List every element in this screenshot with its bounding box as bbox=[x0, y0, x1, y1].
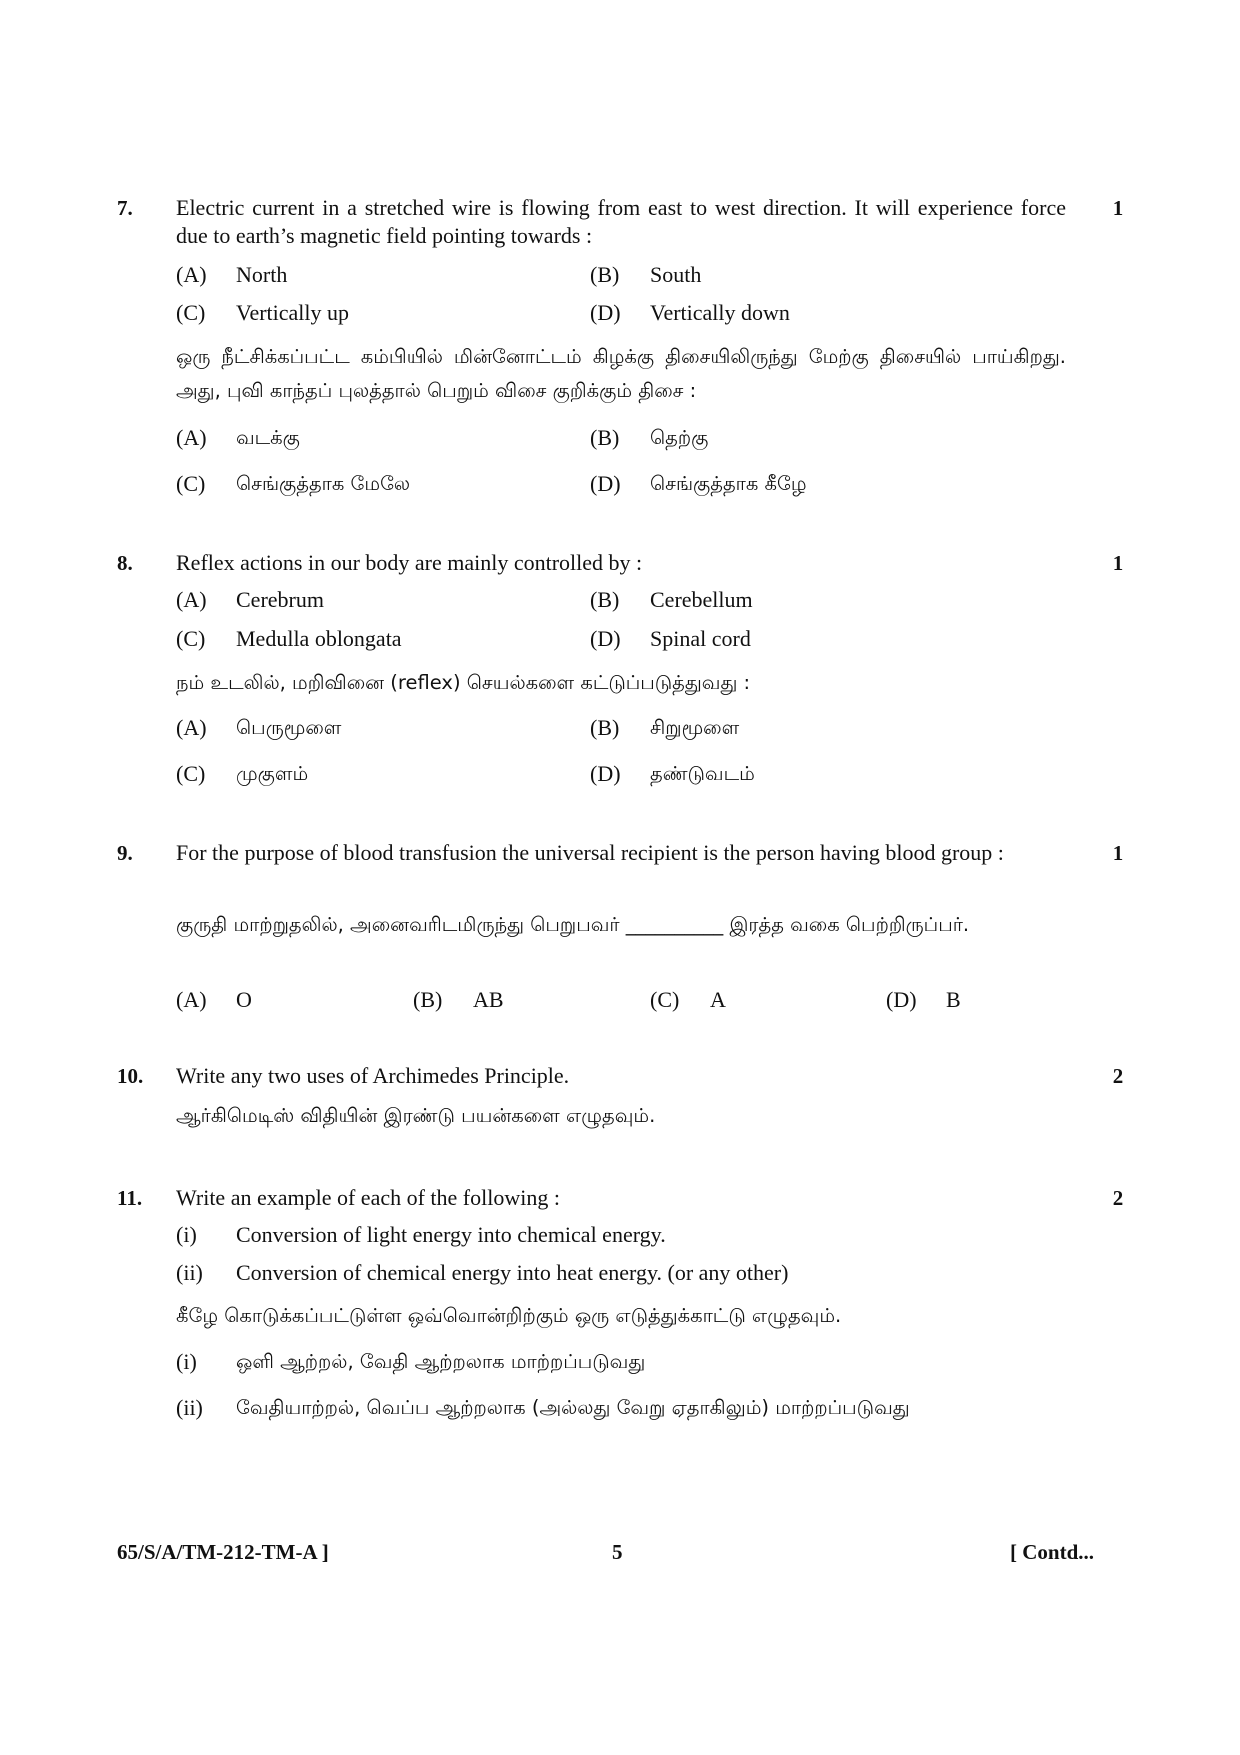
question-number: 8. bbox=[117, 551, 133, 575]
question-text-english: Electric current in a stretched wire is flowing from east to west direction. It will experience force due to earth’s magnetic field pointing towards : bbox=[176, 195, 1066, 248]
option-text: North bbox=[236, 262, 288, 287]
option-label: (A) bbox=[176, 987, 207, 1012]
paper-code: 65/S/A/TM-212-TM-A ] bbox=[117, 1540, 329, 1564]
question-text-english: Write an example of each of the following : bbox=[176, 1185, 560, 1210]
question-text-tamil: கீழே கொடுக்கப்பட்டுள்ள ஒவ்வொன்றிற்கும் ஒரு எடுத்துக்காட்டு எழுதவும். bbox=[176, 1304, 842, 1327]
question-text-tamil: ஆர்கிமெடிஸ் விதியின் இரண்டு பயன்களை எழுதவும். bbox=[176, 1104, 656, 1127]
option-text: South bbox=[650, 262, 702, 287]
option-text: Spinal cord bbox=[650, 626, 751, 651]
option-label: (D) bbox=[590, 471, 621, 496]
option-text: முகுளம் bbox=[236, 762, 309, 785]
option-label: (D) bbox=[590, 300, 621, 325]
option-text: Cerebellum bbox=[650, 587, 753, 612]
item-text: ஒளி ஆற்றல், வேதி ஆற்றலாக மாற்றப்படுவது bbox=[236, 1350, 646, 1373]
question-text-english: Reflex actions in our body are mainly controlled by : bbox=[176, 550, 643, 575]
option-text: A bbox=[710, 987, 726, 1012]
item-text: Conversion of chemical energy into heat energy. (or any other) bbox=[236, 1260, 789, 1285]
option-label: (B) bbox=[590, 425, 620, 450]
option-label: (C) bbox=[176, 626, 206, 651]
option-label: (D) bbox=[590, 761, 621, 786]
option-label: (B) bbox=[590, 715, 620, 740]
option-label: (D) bbox=[886, 987, 917, 1012]
option-label: (C) bbox=[176, 761, 206, 786]
option-text: Vertically up bbox=[236, 300, 350, 325]
option-label: (A) bbox=[176, 425, 207, 450]
question-text-tamil: நம் உடலில், மறிவினை (reflex) செயல்களை கட்டுப்படுத்துவது : bbox=[176, 671, 751, 694]
option-text: தண்டுவடம் bbox=[650, 762, 755, 785]
question-number: 7. bbox=[117, 196, 133, 220]
question-number: 11. bbox=[117, 1186, 143, 1210]
option-label: (A) bbox=[176, 715, 207, 740]
question-marks: 2 bbox=[1112, 1064, 1124, 1088]
option-label: (C) bbox=[176, 300, 206, 325]
option-label: (A) bbox=[176, 262, 207, 287]
question-marks: 1 bbox=[1112, 551, 1124, 575]
continued-note: [ Contd... bbox=[1010, 1540, 1095, 1564]
question-marks: 1 bbox=[1112, 841, 1124, 865]
question-marks: 1 bbox=[1112, 196, 1124, 220]
option-label: (B) bbox=[590, 587, 620, 612]
option-text: செங்குத்தாக கீழே bbox=[650, 472, 807, 495]
item-label: (ii) bbox=[176, 1395, 203, 1420]
option-text: Vertically down bbox=[650, 300, 790, 325]
option-text: செங்குத்தாக மேலே bbox=[236, 472, 411, 495]
option-text: சிறுமூளை bbox=[650, 716, 740, 739]
option-label: (C) bbox=[176, 471, 206, 496]
item-label: (ii) bbox=[176, 1260, 203, 1285]
option-text: பெருமூளை bbox=[236, 716, 342, 739]
option-label: (A) bbox=[176, 587, 207, 612]
question-number: 10. bbox=[117, 1064, 144, 1088]
option-label: (D) bbox=[590, 626, 621, 651]
question-text-tamil: குருதி மாற்றுதலில், அனைவரிடமிருந்து பெறுபவர் __________ இரத்த வகை பெற்றிருப்பர். bbox=[176, 913, 970, 936]
option-label: (B) bbox=[590, 262, 620, 287]
question-text-english: For the purpose of blood transfusion the universal recipient is the person having blood group : bbox=[176, 840, 1004, 865]
item-label: (i) bbox=[176, 1349, 197, 1374]
item-text: வேதியாற்றல், வெப்ப ஆற்றலாக (அல்லது வேறு ஏதாகிலும்) மாற்றப்படுவது bbox=[236, 1396, 910, 1419]
question-marks: 2 bbox=[1112, 1186, 1124, 1210]
question-text-tamil: ஒரு நீட்சிக்கப்பட்ட கம்பியில் மின்னோட்டம் கிழக்கு திசையிலிருந்து மேற்கு திசையில் பாய்கிறது. அது, புவி காந்தப் புலத்தால் பெறும் விசை குறிக்கும் திசை : bbox=[176, 345, 1066, 402]
item-text: Conversion of light energy into chemical energy. bbox=[236, 1222, 666, 1247]
option-text: O bbox=[236, 987, 252, 1012]
question-number: 9. bbox=[117, 841, 133, 865]
option-label: (B) bbox=[413, 987, 443, 1012]
option-text: AB bbox=[473, 987, 504, 1012]
question-text-english: Write any two uses of Archimedes Principle. bbox=[176, 1063, 570, 1088]
option-text: Medulla oblongata bbox=[236, 626, 402, 651]
option-label: (C) bbox=[650, 987, 680, 1012]
option-text: தெற்கு bbox=[650, 426, 709, 449]
option-text: B bbox=[946, 987, 961, 1012]
page-number: 5 bbox=[612, 1540, 623, 1564]
option-text: Cerebrum bbox=[236, 587, 324, 612]
option-text: வடக்கு bbox=[236, 426, 300, 449]
item-label: (i) bbox=[176, 1222, 197, 1247]
